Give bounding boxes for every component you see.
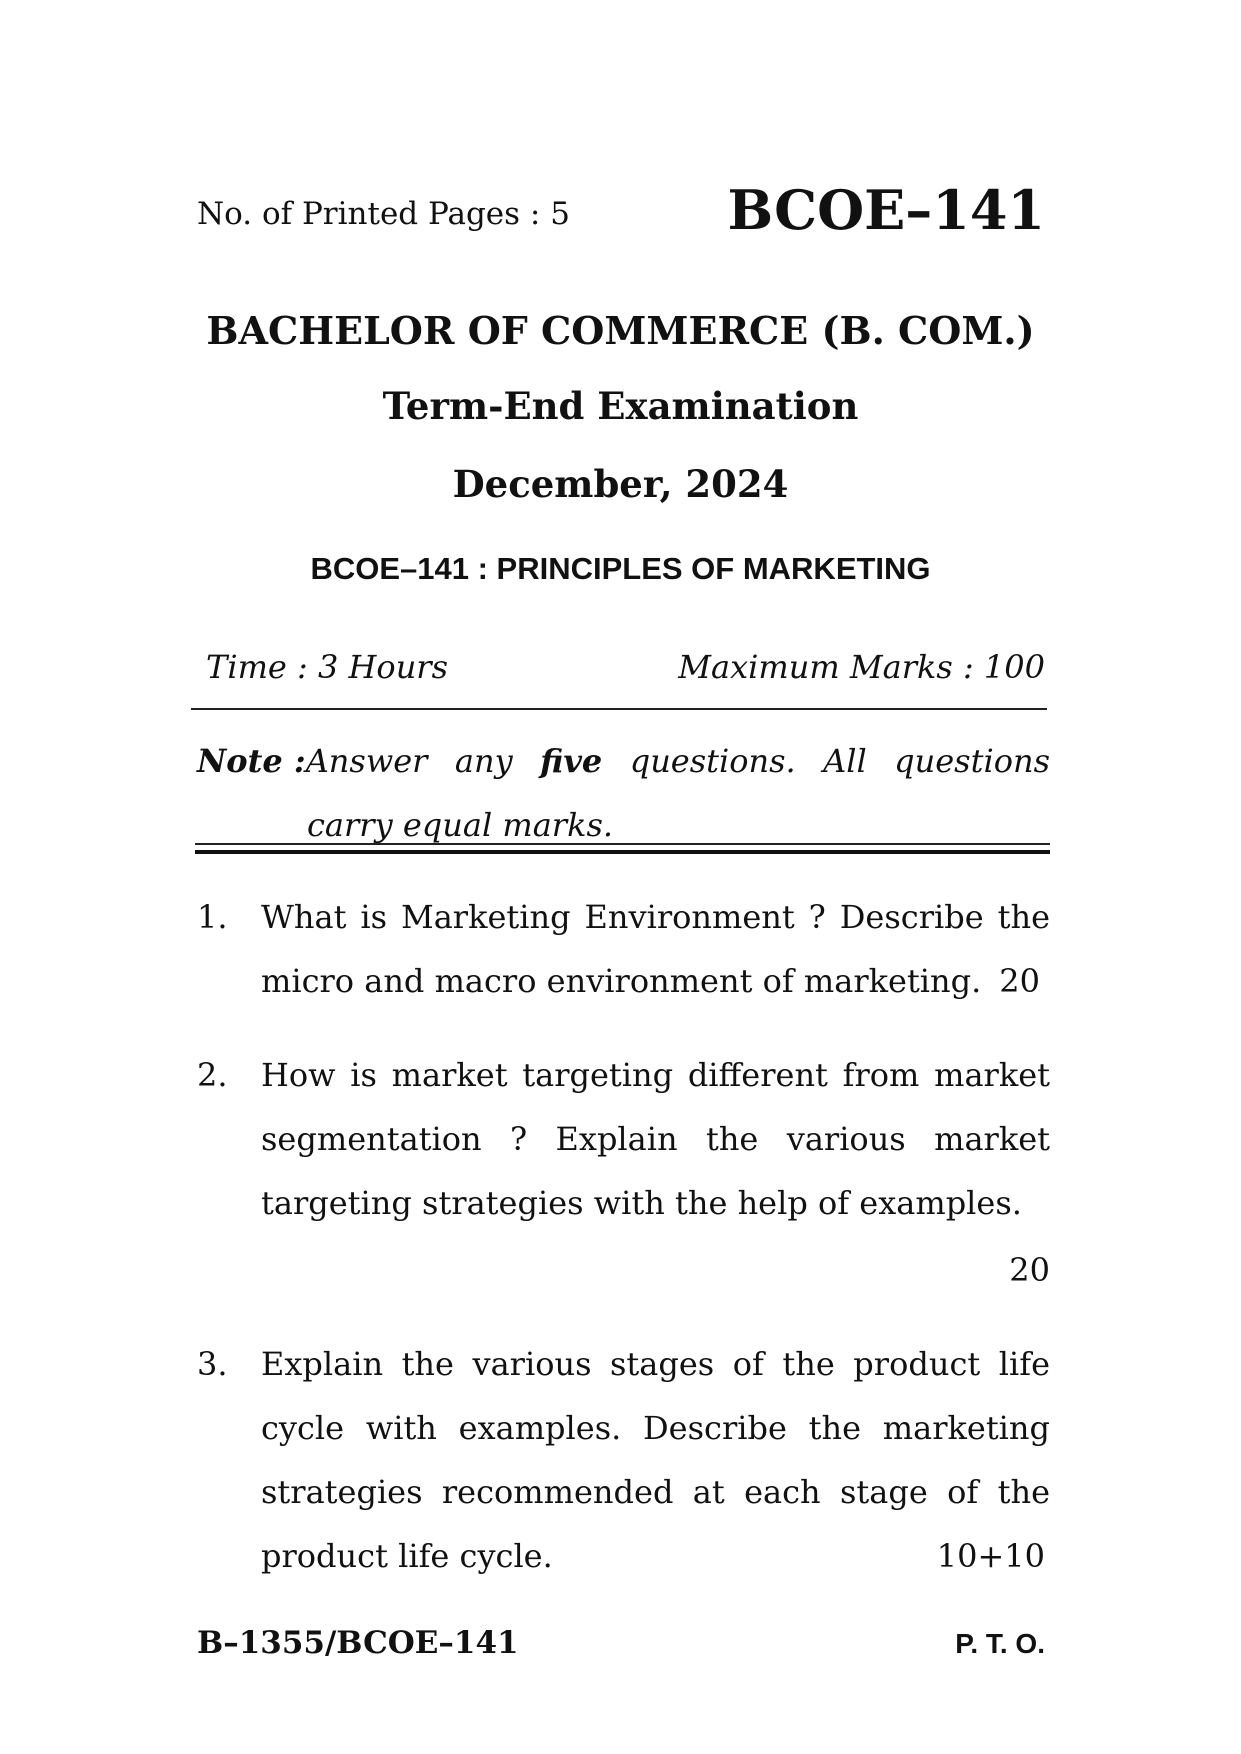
question-line: How is market targeting different from market bbox=[261, 1056, 1050, 1094]
note-word: Answer bbox=[305, 742, 428, 780]
note-word: questions bbox=[894, 742, 1050, 780]
question-line: Explain the various stages of the product life bbox=[261, 1345, 1050, 1383]
note-word: any bbox=[454, 742, 513, 780]
divider bbox=[195, 843, 1050, 845]
question-line: segmentation ? Explain the various market bbox=[261, 1120, 1050, 1158]
maximum-marks: Maximum Marks : 100 bbox=[678, 648, 1045, 686]
divider-thick bbox=[195, 850, 1050, 854]
exam-date: December, 2024 bbox=[452, 462, 789, 506]
question-3 bbox=[197, 1332, 1050, 1588]
exam-time: Time : 3 Hours bbox=[206, 648, 449, 686]
exam-title: Term-End Examination bbox=[382, 384, 859, 428]
question-number: 1. bbox=[197, 898, 228, 936]
note-label: Note : bbox=[197, 742, 306, 780]
question-marks: 20 bbox=[999, 962, 1040, 1000]
question-line: strategies recommended at each stage of the bbox=[261, 1473, 1050, 1511]
note-word-emphasis: five bbox=[540, 742, 603, 780]
course-code: BCOE–141 bbox=[727, 178, 1045, 242]
question-1 bbox=[197, 885, 1050, 1013]
question-line: micro and macro environment of marketing. bbox=[261, 962, 982, 1000]
note-line-2: carry equal marks. bbox=[307, 806, 614, 844]
paper-code: B–1355/BCOE–141 bbox=[197, 1625, 519, 1661]
question-2 bbox=[197, 1043, 1050, 1235]
divider bbox=[191, 708, 1047, 710]
course-title: BCOE–141 : PRINCIPLES OF MARKETING bbox=[310, 551, 931, 586]
question-line: cycle with examples. Describe the marketing bbox=[261, 1409, 1050, 1447]
question-line: What is Marketing Environment ? Describe the bbox=[261, 898, 1050, 936]
degree-title: BACHELOR OF COMMERCE (B. COM.) bbox=[206, 308, 1035, 353]
question-number: 3. bbox=[197, 1345, 228, 1383]
note-word: questions. bbox=[629, 742, 796, 780]
printed-pages: No. of Printed Pages : 5 bbox=[197, 196, 570, 232]
note-word: All bbox=[823, 742, 867, 780]
question-marks: 20 bbox=[1009, 1251, 1050, 1289]
please-turn-over: P. T. O. bbox=[955, 1628, 1045, 1659]
question-number: 2. bbox=[197, 1056, 228, 1094]
instructions-note bbox=[197, 729, 1050, 857]
question-line: targeting strategies with the help of examples. bbox=[261, 1184, 1022, 1222]
question-marks: 10+10 bbox=[936, 1537, 1045, 1575]
question-line: product life cycle. bbox=[261, 1537, 553, 1575]
